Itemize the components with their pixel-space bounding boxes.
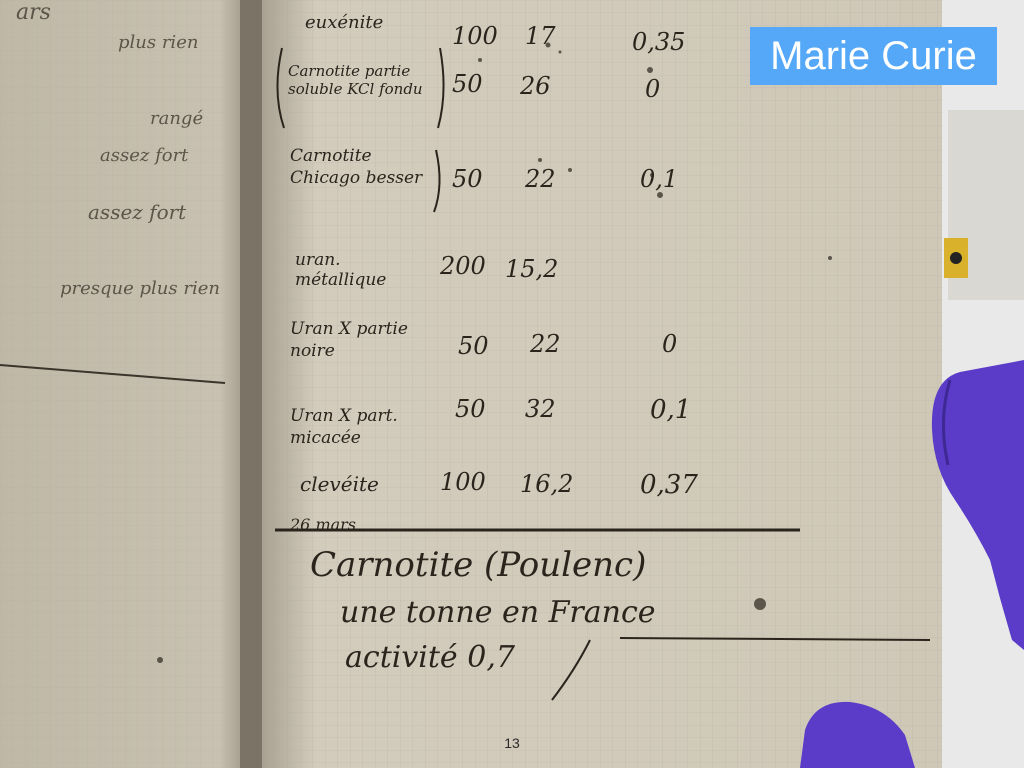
- substance-label: Uran X part. micacée: [290, 406, 398, 448]
- substance-label: euxénite: [305, 12, 384, 33]
- left-note: ars: [16, 0, 51, 25]
- left-note: assez fort: [100, 145, 189, 166]
- activity-value: 0,1: [650, 395, 692, 425]
- substance-label: uran. métallique: [295, 250, 387, 290]
- left-note: rangé: [150, 108, 204, 129]
- reading-value: 22: [525, 165, 556, 193]
- reading-value: 26: [520, 72, 551, 100]
- substance-label: Uran X partie noire: [290, 319, 408, 361]
- reading-value: 16,2: [520, 470, 574, 498]
- substance-label: Carnotite Chicago besser: [290, 146, 423, 188]
- struck-date: 26 mars: [290, 515, 357, 534]
- mass-value: 100: [440, 468, 486, 496]
- slide-title: Marie Curie: [750, 27, 997, 85]
- reading-value: 32: [525, 395, 556, 423]
- substance-label: Carnotite partie soluble KCl fondu: [288, 62, 423, 98]
- left-note: plus rien: [118, 32, 199, 53]
- reading-value: 17: [525, 22, 556, 50]
- mass-value: 50: [455, 395, 486, 423]
- closing-note-line: Carnotite (Poulenc): [310, 545, 647, 585]
- activity-value: 0,35: [632, 28, 686, 56]
- slide-number: 13: [504, 735, 520, 751]
- closing-note-line: une tonne en France: [340, 595, 656, 630]
- mass-value: 200: [440, 252, 486, 280]
- activity-value: 0: [662, 330, 678, 358]
- activity-value: 0: [645, 75, 661, 103]
- left-note: assez fort: [88, 200, 187, 224]
- radiation-hazard-icon: [944, 238, 968, 278]
- mass-value: 50: [452, 70, 483, 98]
- mass-value: 50: [452, 165, 483, 193]
- reading-value: 15,2: [505, 255, 559, 283]
- activity-value: 0,37: [640, 470, 698, 500]
- closing-note-line: activité 0,7: [345, 640, 515, 675]
- activity-value: 0,1: [640, 165, 679, 193]
- left-note: presque plus rien: [60, 278, 220, 299]
- mass-value: 50: [458, 332, 489, 360]
- reading-value: 22: [530, 330, 561, 358]
- substance-label: clevéite: [300, 472, 379, 496]
- mass-value: 100: [452, 22, 498, 50]
